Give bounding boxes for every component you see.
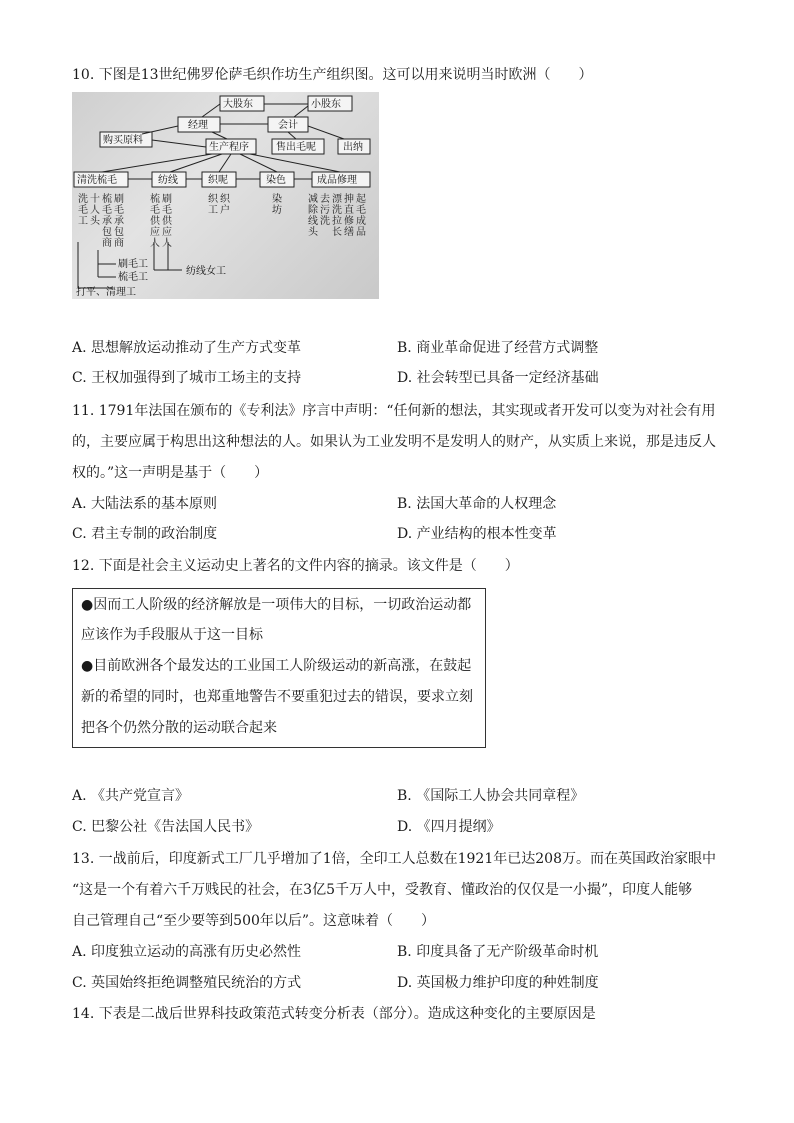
node-buy-materials: 购买原料 [103, 135, 143, 146]
worker-column-label: 去污洗 [320, 194, 330, 227]
worker-column-label: 织户 [220, 194, 230, 216]
worker-columns [78, 192, 366, 249]
node-weaving: 织呢 [208, 175, 228, 186]
worker-column-label: 染坊 [272, 194, 282, 216]
q12-box-line-1: ●因而工人阶级的经济解放是一项伟大的目标，一切政治运动都 [81, 597, 472, 613]
worker-column-label: 洗毛工 [78, 194, 88, 227]
q10-option-c: C. 王权加强得到了城市工场主的支持 [72, 370, 302, 386]
q12-option-b: B. 《国际工人协会共同章程》 [397, 788, 585, 804]
q13-option-b: B. 印度具备了无产阶级革命时机 [397, 944, 599, 960]
q10-option-d: D. 社会转型已具备一定经济基础 [397, 370, 599, 386]
q12-box-line-5: 把各个仍然分散的运动联合起来 [81, 720, 277, 736]
node-cashier: 出纳 [343, 142, 363, 153]
q11-line-2: 的，主要应属于构思出这种想法的人。如果认为工业发明不是发明人的财产，从实质上来说，那是违反人 [72, 434, 716, 450]
node-finishing: 成品修理 [317, 175, 357, 186]
node-sell-wool: 售出毛呢 [276, 142, 316, 153]
node-big-shareholder: 大股东 [223, 99, 253, 110]
org-chart [72, 92, 379, 299]
q11-line-1: 11. 1791年法国在颁布的《专利法》序言中声明：“任何新的想法，其实现或者开发可以变为对社会有用 [72, 403, 716, 419]
q10-option-b: B. 商业革命促进了经营方式调整 [397, 340, 599, 356]
q12-option-a: A. 《共产党宣言》 [72, 788, 190, 804]
q13-line-3: 自己管理自己“至少要等到500年以后”。这意味着（ ） [72, 913, 436, 929]
worker-column-label: 减除线头 [308, 194, 318, 238]
q11-option-d: D. 产业结构的根本性变革 [397, 526, 557, 542]
worker-column-label: 梳毛供应人 [150, 194, 160, 249]
node-production: 生产程序 [209, 142, 249, 153]
q11-option-b: B. 法国大革命的人权理念 [397, 496, 557, 512]
q12-box-line-2: 应该作为手段服从于这一目标 [81, 627, 263, 643]
node-spinning: 纺线 [158, 175, 178, 186]
q11-option-a: A. 大陆法系的基本原则 [72, 496, 218, 512]
worker-column-label: 抻直修缮 [344, 194, 354, 238]
q13-option-d: D. 英国极力维护印度的种姓制度 [397, 975, 599, 991]
node-accountant: 会计 [278, 120, 298, 131]
label-flatten: 打平、清理工 [76, 287, 136, 298]
q14-stem: 14. 下表是二战后世界科技政策范式转变分析表（部分）。造成这种变化的主要原因是 [72, 1006, 596, 1022]
label-spin-woman: 纺线女工 [186, 266, 226, 277]
worker-column-label: 织工 [208, 194, 218, 216]
worker-column-label: 刷毛供应人 [162, 194, 172, 249]
node-manager: 经理 [188, 120, 208, 131]
q13-line-2: “这是一个有着六千万贱民的社会，在3亿5千万人中，受教育、懂政治的仅仅是一小撮”，印度人能够 [72, 882, 693, 898]
q11-option-c: C. 君主专制的政治制度 [72, 526, 218, 542]
q12-box-line-4: 新的希望的同时，也郑重地警告不要重犯过去的错误，要求立刻 [81, 689, 473, 705]
q10-option-a: A. 思想解放运动推动了生产方式变革 [72, 340, 302, 356]
worker-column-label: 十人头 [90, 194, 100, 227]
label-brush-worker: 刷毛工 [118, 259, 148, 270]
worker-column-label: 梳毛承包商 [102, 194, 112, 249]
q10-stem: 10. 下图是13世纪佛罗伦萨毛织作坊生产组织图。这可以用来说明当时欧洲（ ） [72, 67, 593, 83]
q12-quote-box [72, 588, 486, 748]
q12-option-d: D. 《四月提纲》 [397, 819, 501, 835]
node-wash-comb: 清洗梳毛 [77, 175, 117, 186]
q13-option-c: C. 英国始终拒绝调整殖民统治的方式 [72, 975, 302, 991]
q12-option-c: C. 巴黎公社《告法国人民书》 [72, 819, 260, 835]
q12-box-line-3: ●目前欧洲各个最发达的工业国工人阶级运动的新高涨，在鼓起 [81, 658, 472, 674]
worker-column-label: 漂洗拉长 [332, 194, 342, 238]
label-comb-worker: 梳毛工 [118, 272, 148, 283]
worker-column-label: 刷毛承包商 [114, 194, 124, 249]
q10-diagram-photo [72, 92, 379, 299]
node-small-shareholder: 小股东 [311, 99, 341, 110]
worker-column-label: 起毛成品 [356, 194, 366, 238]
node-dyeing: 染色 [266, 175, 286, 186]
q11-line-3: 权的。”这一声明是基于（ ） [72, 465, 269, 481]
q13-line-1: 13. 一战前后，印度新式工厂几乎增加了1倍，全印工人总数在1921年已达208万。而在英国政治家眼中 [72, 851, 716, 867]
q13-option-a: A. 印度独立运动的高涨有历史必然性 [72, 944, 302, 960]
q12-stem: 12. 下面是社会主义运动史上著名的文件内容的摘录。该文件是（ ） [72, 558, 519, 574]
